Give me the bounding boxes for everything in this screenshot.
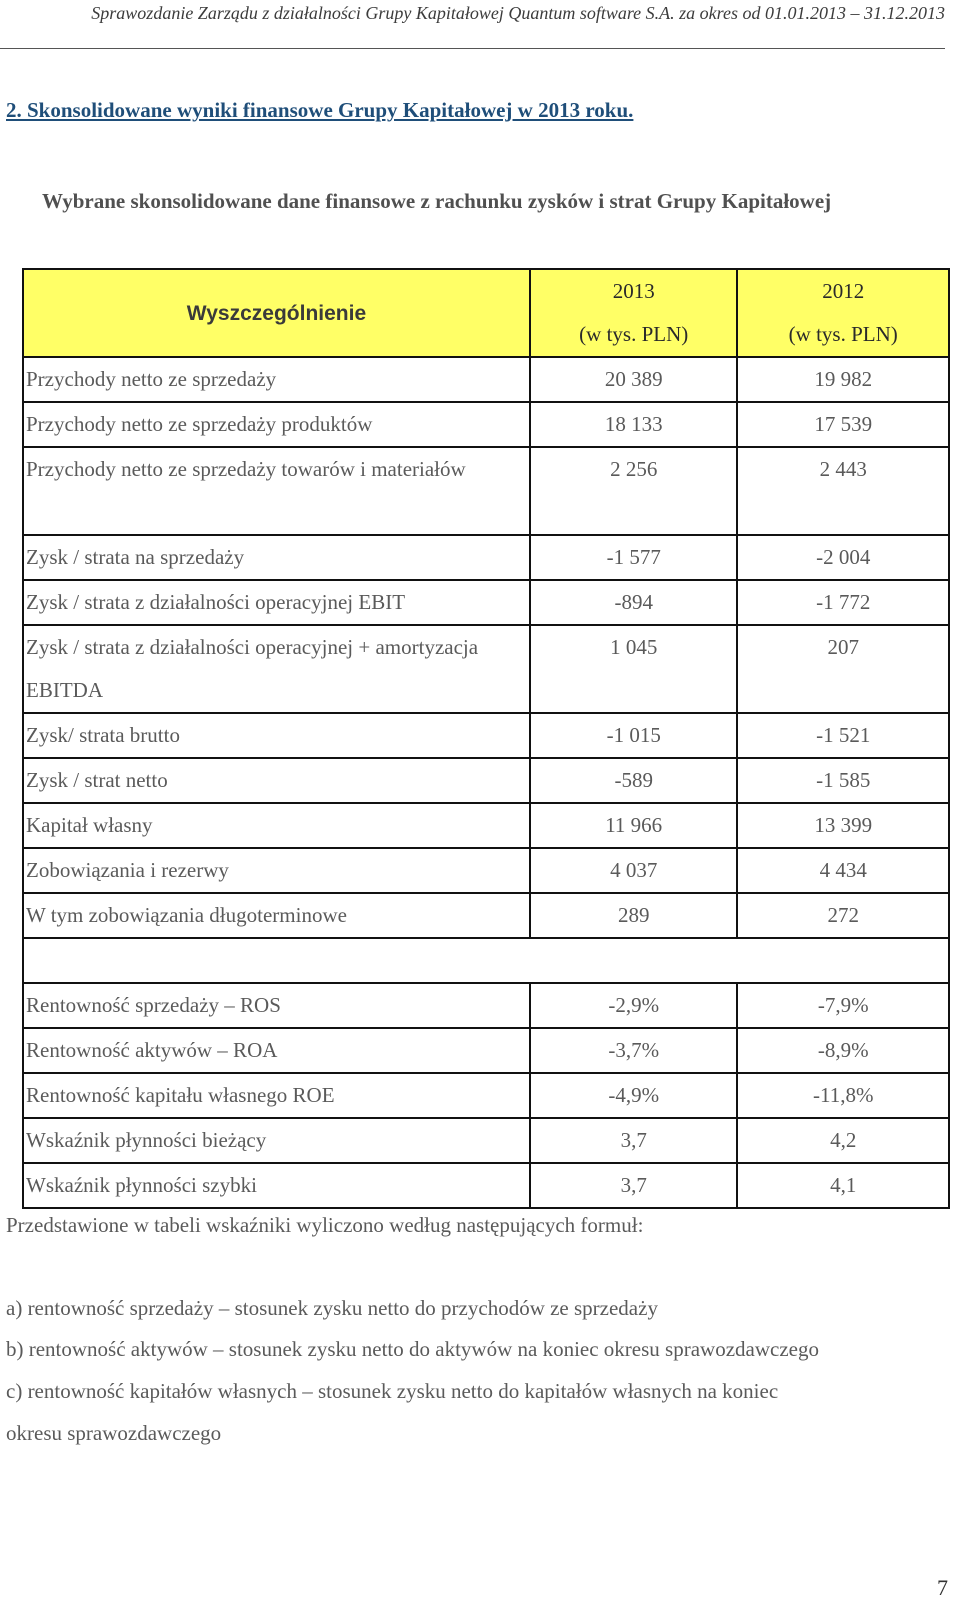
financial-data-table	[22, 268, 950, 1209]
ratio-row	[23, 1073, 949, 1118]
value-2012: -2 004	[737, 535, 949, 580]
formula-intro: Przedstawione w tabeli wskaźniki wyliczono według następujących formuł:	[6, 1213, 644, 1237]
value-2012: 19 982	[737, 357, 949, 402]
ratio-label: Rentowność sprzedaży – ROS	[23, 983, 530, 1028]
table-row	[23, 357, 949, 402]
value-2013: -1 577	[530, 535, 738, 580]
ratio-2013: -4,9%	[530, 1073, 738, 1118]
column-header-2012	[737, 269, 949, 357]
value-2013: 20 389	[530, 357, 738, 402]
formula-roe-line1: c) rentowność kapitałów własnych – stosunek zysku netto do kapitałów własnych na koniec	[6, 1379, 779, 1403]
table-row	[23, 713, 949, 758]
value-2012: -1 772	[737, 580, 949, 625]
running-header-title: Sprawozdanie Zarządu z działalności Grupy Kapitałowej Quantum software S.A. za okres od 01.01.2013 – 31.12.2013	[91, 3, 945, 23]
table-row	[23, 758, 949, 803]
row-label: Przychody netto ze sprzedaży towarów i materiałów	[23, 447, 530, 535]
value-2012: -1 521	[737, 713, 949, 758]
ratio-row	[23, 1118, 949, 1163]
table-row	[23, 625, 949, 713]
empty-spacer-row	[23, 938, 949, 983]
table-row	[23, 580, 949, 625]
ratio-label: Wskaźnik płynności szybki	[23, 1163, 530, 1208]
ratio-label: Wskaźnik płynności bieżący	[23, 1118, 530, 1163]
year-2013: 2013	[612, 279, 655, 303]
table-caption: Wybrane skonsolidowane dane finansowe z rachunku zysków i strat Grupy Kapitałowej	[42, 189, 832, 213]
running-header	[0, 0, 945, 49]
value-2013: 11 966	[530, 803, 738, 848]
ratio-2013: 3,7	[530, 1163, 738, 1208]
row-label: Zysk / strata z działalności operacyjnej + amortyzacja EBITDA	[23, 625, 530, 713]
row-label: Przychody netto ze sprzedaży	[23, 357, 530, 402]
ratio-2012: 4,2	[737, 1118, 949, 1163]
table-body	[23, 357, 949, 1208]
value-2012: -1 585	[737, 758, 949, 803]
value-2012: 4 434	[737, 848, 949, 893]
table-row	[23, 535, 949, 580]
formula-ros: a) rentowność sprzedaży – stosunek zysku netto do przychodów ze sprzedaży	[6, 1296, 658, 1320]
ratio-2013: 3,7	[530, 1118, 738, 1163]
table-row	[23, 803, 949, 848]
row-label: Przychody netto ze sprzedaży produktów	[23, 402, 530, 447]
value-2012: 2 443	[737, 447, 949, 535]
row-label: Zysk/ strata brutto	[23, 713, 530, 758]
ratio-2012: 4,1	[737, 1163, 949, 1208]
value-2013: 4 037	[530, 848, 738, 893]
row-label: Kapitał własny	[23, 803, 530, 848]
ratio-2013: -3,7%	[530, 1028, 738, 1073]
ratio-2012: -11,8%	[737, 1073, 949, 1118]
value-2013: -1 015	[530, 713, 738, 758]
formula-roe-line2: okresu sprawozdawczego	[6, 1421, 222, 1445]
column-header-description: Wyszczególnienie	[23, 269, 530, 357]
value-2013: 289	[530, 893, 738, 938]
formula-roa: b) rentowność aktywów – stosunek zysku netto do aktywów na koniec okresu sprawozdawczego	[6, 1337, 819, 1361]
section-title: 2. Skonsolidowane wyniki finansowe Grupy Kapitałowej w 2013 roku.	[6, 98, 634, 122]
ratio-2012: -8,9%	[737, 1028, 949, 1073]
page-number: 7	[937, 1575, 948, 1600]
column-header-2013	[530, 269, 738, 357]
ratio-row	[23, 983, 949, 1028]
row-label: Zysk / strat netto	[23, 758, 530, 803]
table-header	[23, 269, 949, 357]
ratio-label: Rentowność aktywów – ROA	[23, 1028, 530, 1073]
unit-2012: (w tys. PLN)	[788, 322, 898, 346]
row-label: Zysk / strata z działalności operacyjnej EBIT	[23, 580, 530, 625]
ratio-row	[23, 1163, 949, 1208]
value-2013: 1 045	[530, 625, 738, 713]
value-2013: -589	[530, 758, 738, 803]
row-label: Zysk / strata na sprzedaży	[23, 535, 530, 580]
value-2013: -894	[530, 580, 738, 625]
ratio-label: Rentowność kapitału własnego ROE	[23, 1073, 530, 1118]
value-2013: 2 256	[530, 447, 738, 535]
table-row	[23, 893, 949, 938]
value-2012: 272	[737, 893, 949, 938]
value-2012: 17 539	[737, 402, 949, 447]
row-label: W tym zobowiązania długoterminowe	[23, 893, 530, 938]
ratio-2012: -7,9%	[737, 983, 949, 1028]
value-2012: 13 399	[737, 803, 949, 848]
value-2012: 207	[737, 625, 949, 713]
ratio-row	[23, 1028, 949, 1073]
year-2012: 2012	[822, 279, 865, 303]
table-row	[23, 402, 949, 447]
unit-2013: (w tys. PLN)	[579, 322, 689, 346]
ratio-2013: -2,9%	[530, 983, 738, 1028]
empty-cell	[23, 938, 949, 983]
table-row	[23, 447, 949, 535]
table-row	[23, 848, 949, 893]
value-2013: 18 133	[530, 402, 738, 447]
row-label: Zobowiązania i rezerwy	[23, 848, 530, 893]
